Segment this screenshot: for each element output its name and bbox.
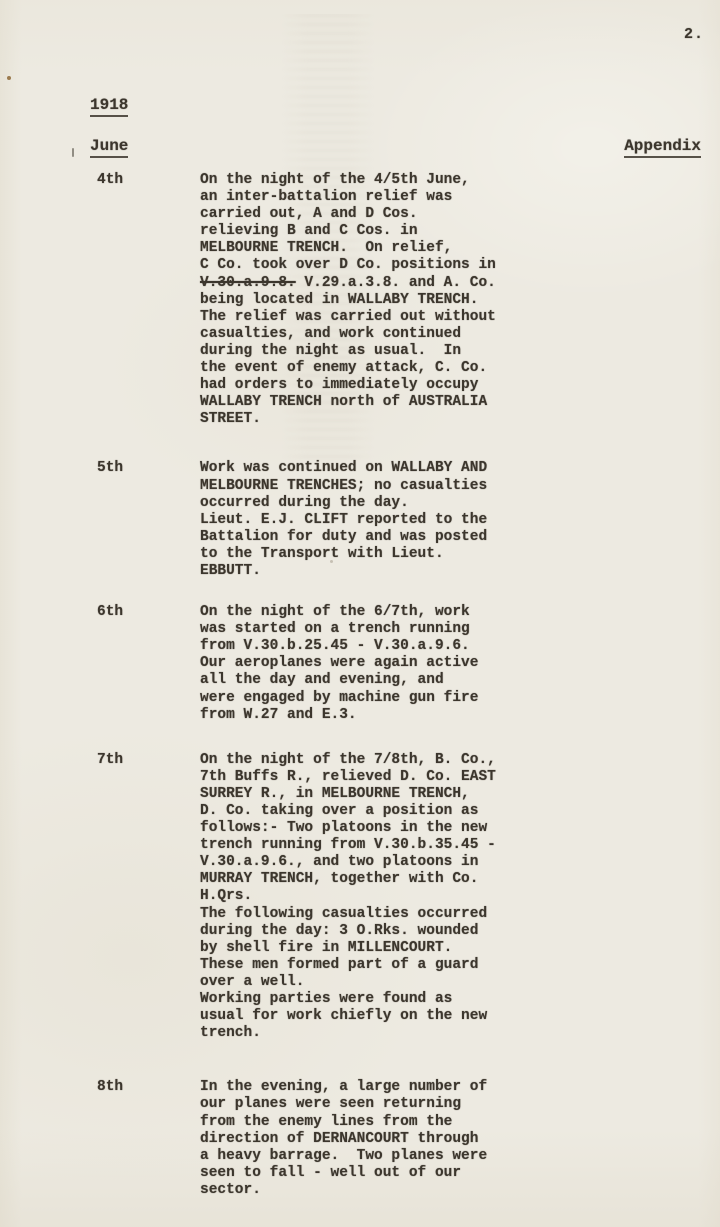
entry-line: On the night of the 6/7th, work xyxy=(200,604,470,621)
diary-entry xyxy=(97,172,720,428)
entry-date: 8th xyxy=(97,1079,124,1096)
entry-line: casualties, and work continued xyxy=(200,325,462,342)
entry-line: The relief was carried out without xyxy=(200,308,496,325)
entry-body xyxy=(200,752,720,1043)
entry-line: The following casualties occurred xyxy=(200,905,488,922)
entry-line: from the enemy lines from the xyxy=(200,1113,453,1130)
diary-entry xyxy=(97,1079,720,1199)
entry-line: WALLABY TRENCH north of AUSTRALIA xyxy=(200,394,488,411)
appendix-column-label: Appendix xyxy=(624,137,701,158)
entry-line: MELBOURNE TRENCH. On relief, xyxy=(200,240,453,257)
entry-line: Battalion for duty and was posted xyxy=(200,528,488,545)
struck-text: V.30.a.9.8. xyxy=(200,274,296,291)
entry-line: carried out, A and D Cos. xyxy=(200,206,418,223)
entry-line: SURREY R., in MELBOURNE TRENCH, xyxy=(200,785,470,802)
entry-line: an inter-battalion relief was xyxy=(200,189,453,206)
entry-line: follows:- Two platoons in the new xyxy=(200,820,488,837)
entry-date: 5th xyxy=(97,460,124,477)
entry-line: D. Co. taking over a position as xyxy=(200,803,479,819)
entry-line: Working parties were found as xyxy=(200,991,453,1008)
entry-line: In the evening, a large number of xyxy=(200,1079,488,1096)
entry-line: seen to fall - well out of our xyxy=(200,1164,462,1181)
entry-line: a heavy barrage. Two planes were xyxy=(200,1147,488,1164)
entry-line: EBBUTT. xyxy=(200,562,261,579)
entry-line: Lieut. E.J. CLIFT reported to the xyxy=(200,511,488,528)
entry-body xyxy=(200,604,720,724)
page-header xyxy=(90,96,701,158)
entry-line: Our aeroplanes were again active xyxy=(200,655,479,672)
entry-line: 7th Buffs R., relieved D. Co. EAST xyxy=(200,768,496,785)
paper-speck xyxy=(7,76,11,80)
entry-line: H.Qrs. xyxy=(200,888,253,905)
diary-entries xyxy=(97,172,720,1199)
entry-date: 4th xyxy=(97,172,124,188)
entry-line: occurred during the day. xyxy=(200,494,409,511)
entry-line: relieving B and C Cos. in xyxy=(200,223,418,240)
diary-entry xyxy=(97,460,720,580)
entry-body xyxy=(200,1079,720,1199)
entry-body xyxy=(200,172,720,428)
entry-line: V.30.a.9.6., and two platoons in xyxy=(200,854,479,871)
entry-line: sector. xyxy=(200,1181,261,1198)
entry-line: On the night of the 7/8th, B. Co., xyxy=(200,751,496,768)
entry-line: all the day and evening, and xyxy=(200,672,444,689)
entry-line: direction of DERNANCOURT through xyxy=(200,1130,479,1147)
entry-line: over a well. xyxy=(200,973,305,990)
entry-line: had orders to immediately occupy xyxy=(200,377,479,394)
entry-date: 6th xyxy=(97,604,124,621)
entry-line: MELBOURNE TRENCHES; no casualties xyxy=(200,477,488,494)
entry-line: from V.30.b.25.45 - V.30.a.9.6. xyxy=(200,638,470,655)
entry-line: STREET. xyxy=(200,411,261,428)
column-headings-row xyxy=(90,137,701,158)
entry-line: were engaged by machine gun fire xyxy=(200,689,479,706)
entry-line: by shell fire in MILLENCOURT. xyxy=(200,939,453,956)
entry-line: trench. xyxy=(200,1025,261,1042)
year-heading: 1918 xyxy=(90,96,128,117)
entry-line: during the night as usual. In xyxy=(200,342,462,359)
entry-date: 7th xyxy=(97,751,124,768)
entry-line: our planes were seen returning xyxy=(200,1096,462,1113)
entry-line: On the night of the 4/5th June, xyxy=(200,172,470,188)
entry-line: from W.27 and E.3. xyxy=(200,706,357,723)
month-heading: June xyxy=(90,137,128,158)
entry-line: the event of enemy attack, C. Co. xyxy=(200,360,488,377)
diary-entry xyxy=(97,604,720,724)
entry-line: These men formed part of a guard xyxy=(200,956,479,973)
entry-line xyxy=(200,275,720,292)
entry-line: was started on a trench running xyxy=(200,621,470,638)
paper-speck xyxy=(72,148,74,157)
page-number: 2. xyxy=(683,26,704,43)
entry-line: usual for work chiefly on the new xyxy=(200,1008,488,1025)
entry-line: being located in WALLABY TRENCH. xyxy=(200,291,479,308)
entry-line: C Co. took over D Co. positions in xyxy=(200,257,496,274)
entry-line: trench running from V.30.b.35.45 - xyxy=(200,837,496,854)
entry-line: MURRAY TRENCH, together with Co. xyxy=(200,871,479,888)
entry-line: to the Transport with Lieut. xyxy=(200,545,444,562)
entry-line: Work was continued on WALLABY AND xyxy=(200,460,488,477)
entry-line: during the day: 3 O.Rks. wounded xyxy=(200,922,479,939)
diary-entry xyxy=(97,752,720,1043)
text-segment: V.29.a.3.8. and A. Co. xyxy=(295,274,496,291)
entry-body xyxy=(200,460,720,580)
